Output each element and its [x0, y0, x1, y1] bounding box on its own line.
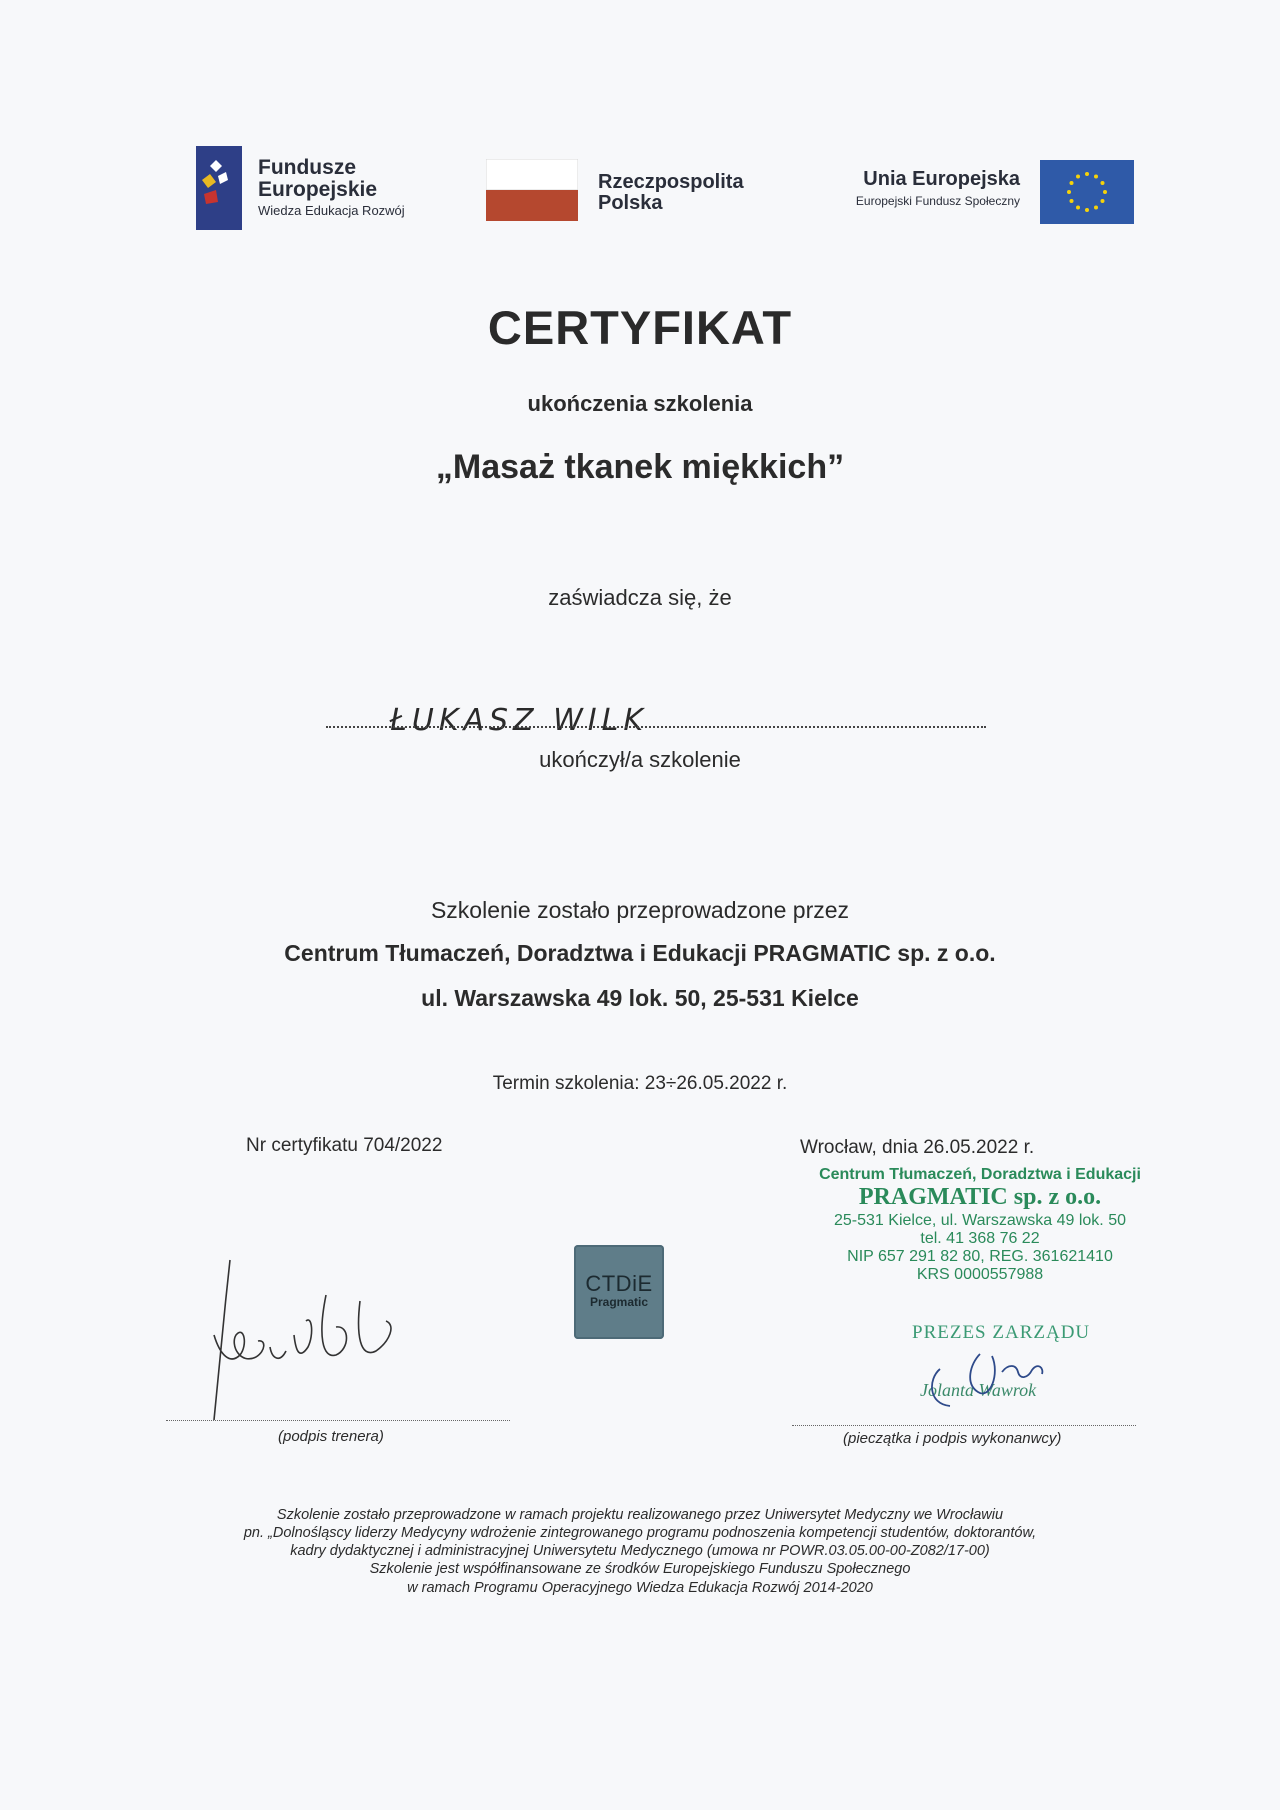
ctdie-hologram-seal: [574, 1245, 664, 1339]
course-name: „Masaż tkanek miękkich”: [435, 448, 845, 486]
eu-line2: Europejski Fundusz Społeczny: [855, 194, 1020, 208]
stamp-line2: PRAGMATIC sp. z o.o.: [858, 1184, 1102, 1211]
certificate-number: Nr certyfikatu 704/2022: [246, 1135, 443, 1156]
trainer-signature: [200, 1255, 440, 1425]
stamp-prezes: PREZES ZARZĄDU: [912, 1322, 1091, 1343]
contractor-signature-line: [792, 1425, 1136, 1426]
fe-line1: Fundusze: [258, 156, 356, 179]
organization-address: ul. Warszawska 49 lok. 50, 25-531 Kielce: [421, 985, 859, 1011]
contractor-signature-label: (pieczątka i podpis wykonanwcy): [843, 1430, 1062, 1447]
eu-line1: Unia Europejska: [863, 168, 1020, 190]
participant-name-handwritten: [370, 686, 730, 746]
stamp-line4: tel. 41 368 76 22: [920, 1229, 1040, 1247]
participant-name-line: [326, 725, 986, 728]
eu-flag-icon: [1040, 160, 1134, 224]
fe-line3: Wiedza Edukacja Rozwój: [258, 203, 405, 219]
certificate-subtitle: ukończenia szkolenia: [527, 391, 753, 416]
stamp-line3: 25-531 Kielce, ul. Warszawska 49 lok. 50: [834, 1211, 1126, 1229]
contractor-signature: [920, 1334, 1090, 1414]
footer-note: [0, 1506, 1280, 1597]
footer-line5: w ramach Programu Operacyjnego Wiedza Edukacja Rozwój 2014-2020: [407, 1579, 873, 1596]
stamp-line5: NIP 657 291 82 80, REG. 361621410: [847, 1248, 1113, 1266]
footer-line3: kadry dydaktycznej i administracyjnej Uniwersytetu Medycznego (umowa nr POWR.03.05.00-00-Z082/17-00): [290, 1543, 990, 1560]
trainer-signature-line: [166, 1420, 510, 1421]
trainer-signature-label: (podpis trenera): [278, 1428, 384, 1445]
stamp-name: Jolanta Wawrok: [920, 1380, 1037, 1400]
seal-line2: Pragmatic: [589, 1295, 649, 1309]
fundusze-europejskie-logo-icon: [196, 146, 242, 230]
organization-name: Centrum Tłumaczeń, Doradztwa i Edukacji PRAGMATIC sp. z o.o.: [284, 940, 996, 966]
footer-line2: pn. „Dolnośląscy liderzy Medycyny wdrożenie zintegrowanego programu podnoszenia kompetencji studentów, doktorantów,: [243, 1525, 1037, 1542]
stamp-line1: Centrum Tłumaczeń, Doradztwa i Edukacji: [819, 1166, 1141, 1183]
company-stamp: [800, 1166, 1160, 1285]
pl-line2: Polska: [598, 192, 663, 214]
training-term: Termin szkolenia: 23÷26.05.2022 r.: [492, 1073, 788, 1094]
certificate-title: CERTYFIKAT: [487, 301, 793, 354]
conducted-by-text: Szkolenie zostało przeprowadzone przez: [430, 897, 850, 923]
fundusze-europejskie-text: [258, 157, 405, 218]
pl-line1: Rzeczpospolita: [598, 171, 744, 193]
seal-line1: CTDiE: [585, 1271, 653, 1296]
fe-line2: Europejskie: [258, 178, 378, 202]
stamp-line6: KRS 0000557988: [916, 1266, 1044, 1284]
attest-text: zaświadcza się, że: [548, 585, 732, 610]
unia-europejska-text: [800, 167, 1020, 208]
place-date: Wrocław, dnia 26.05.2022 r.: [800, 1137, 1035, 1158]
rzeczpospolita-text: [598, 172, 744, 214]
completed-text: ukończył/a szkolenie: [539, 747, 741, 772]
participant-name: ŁUKASZ WILK: [390, 703, 649, 738]
poland-flag-icon: [486, 159, 578, 221]
footer-line4: Szkolenie jest współfinansowane ze środków Europejskiego Funduszu Społecznego: [369, 1561, 911, 1578]
footer-line1: Szkolenie zostało przeprowadzone w ramach projektu realizowanego przez Uniwersytet Medyczny we Wrocławiu: [276, 1507, 1004, 1523]
